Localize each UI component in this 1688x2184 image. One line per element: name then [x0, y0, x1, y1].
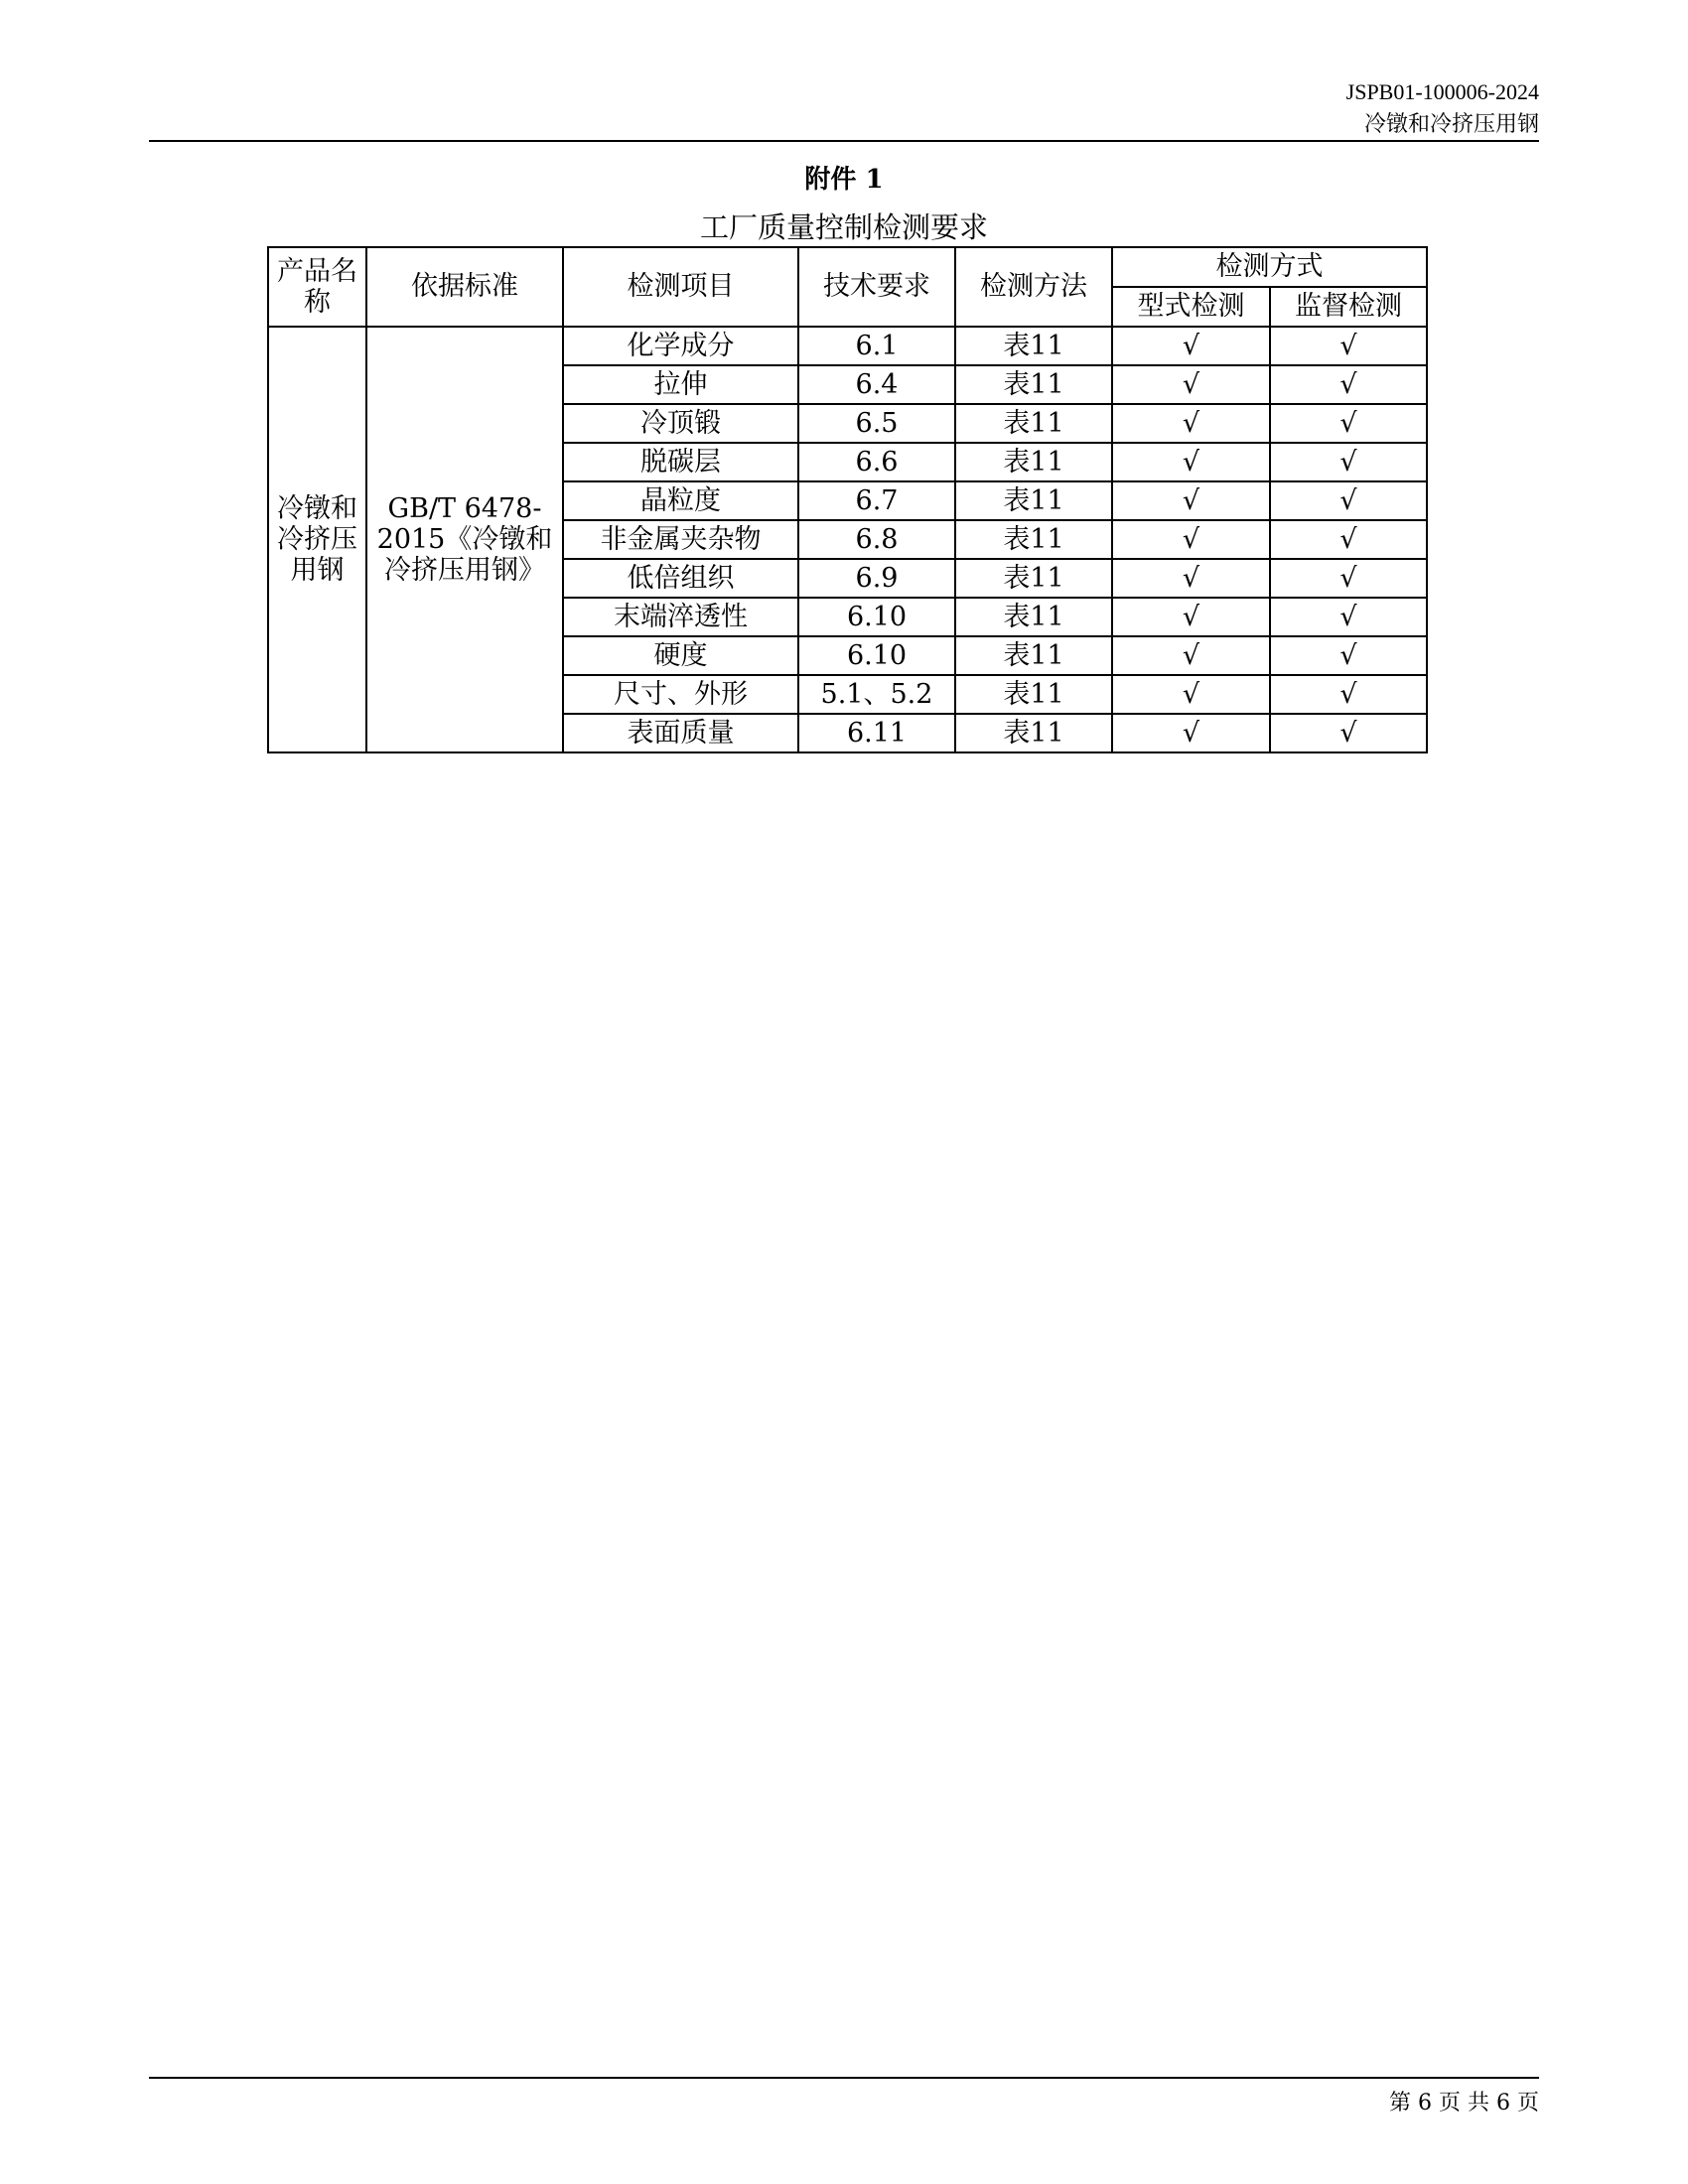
supervision-test-check: √ [1270, 481, 1427, 520]
test-item-cell: 晶粒度 [563, 481, 798, 520]
type-test-check: √ [1112, 714, 1270, 752]
type-test-check: √ [1112, 598, 1270, 636]
requirement-cell: 6.1 [798, 327, 955, 365]
method-cell: 表11 [955, 636, 1112, 675]
method-cell: 表11 [955, 598, 1112, 636]
page-number: 第 6 页 共 6 页 [1389, 2091, 1539, 2116]
supervision-test-check: √ [1270, 675, 1427, 714]
supervision-test-check: √ [1270, 636, 1427, 675]
table-row [268, 327, 1427, 365]
type-test-check: √ [1112, 365, 1270, 404]
requirement-cell: 6.10 [798, 598, 955, 636]
supervision-test-check: √ [1270, 598, 1427, 636]
requirement-cell: 6.4 [798, 365, 955, 404]
method-cell: 表11 [955, 559, 1112, 598]
requirement-cell: 6.5 [798, 404, 955, 443]
header-requirement: 技术要求 [798, 247, 955, 327]
type-test-check: √ [1112, 559, 1270, 598]
product-name-cell: 冷镦和冷挤压用钢 [268, 327, 366, 752]
header-item: 检测项目 [563, 247, 798, 327]
test-item-cell: 硬度 [563, 636, 798, 675]
header-type-test: 型式检测 [1112, 287, 1270, 327]
requirement-cell: 6.10 [798, 636, 955, 675]
supervision-test-check: √ [1270, 520, 1427, 559]
supervision-test-check: √ [1270, 327, 1427, 365]
requirement-cell: 6.11 [798, 714, 955, 752]
supervision-test-check: √ [1270, 365, 1427, 404]
header-method: 检测方法 [955, 247, 1112, 327]
type-test-check: √ [1112, 636, 1270, 675]
test-item-cell: 非金属夹杂物 [563, 520, 798, 559]
supervision-test-check: √ [1270, 443, 1427, 481]
method-cell: 表11 [955, 520, 1112, 559]
table-header-row [268, 247, 1427, 287]
page-title: 工厂质量控制检测要求 [699, 210, 988, 244]
type-test-check: √ [1112, 675, 1270, 714]
type-test-check: √ [1112, 520, 1270, 559]
requirement-cell: 5.1、5.2 [798, 675, 955, 714]
document-code: JSPB01-100006-2024 [1345, 79, 1539, 104]
supervision-test-check: √ [1270, 559, 1427, 598]
test-item-cell: 低倍组织 [563, 559, 798, 598]
test-item-cell: 拉伸 [563, 365, 798, 404]
method-cell: 表11 [955, 443, 1112, 481]
requirement-cell: 6.9 [798, 559, 955, 598]
method-cell: 表11 [955, 675, 1112, 714]
header-supervision-test: 监督检测 [1270, 287, 1427, 327]
header-product: 产品名称 [268, 247, 366, 327]
method-cell: 表11 [955, 365, 1112, 404]
test-item-cell: 表面质量 [563, 714, 798, 752]
method-cell: 表11 [955, 404, 1112, 443]
supervision-test-check: √ [1270, 404, 1427, 443]
header-basis: 依据标准 [366, 247, 563, 327]
test-item-cell: 脱碳层 [563, 443, 798, 481]
method-cell: 表11 [955, 327, 1112, 365]
footer-divider [149, 2077, 1539, 2079]
method-cell: 表11 [955, 714, 1112, 752]
type-test-check: √ [1112, 443, 1270, 481]
type-test-check: √ [1112, 327, 1270, 365]
requirement-cell: 6.7 [798, 481, 955, 520]
supervision-test-check: √ [1270, 714, 1427, 752]
requirement-cell: 6.6 [798, 443, 955, 481]
method-cell: 表11 [955, 481, 1112, 520]
type-test-check: √ [1112, 481, 1270, 520]
annex-label: 附件 1 [804, 165, 884, 195]
test-item-cell: 化学成分 [563, 327, 798, 365]
type-test-check: √ [1112, 404, 1270, 443]
header-mode: 检测方式 [1112, 247, 1427, 287]
header-divider [149, 140, 1539, 142]
test-item-cell: 冷顶锻 [563, 404, 798, 443]
basis-standard-cell: GB/T 6478-2015《冷镦和冷挤压用钢》 [366, 327, 563, 752]
document-subtitle: 冷镦和冷挤压用钢 [1363, 112, 1539, 137]
test-item-cell: 尺寸、外形 [563, 675, 798, 714]
requirements-table [267, 246, 1428, 753]
test-item-cell: 末端淬透性 [563, 598, 798, 636]
requirement-cell: 6.8 [798, 520, 955, 559]
